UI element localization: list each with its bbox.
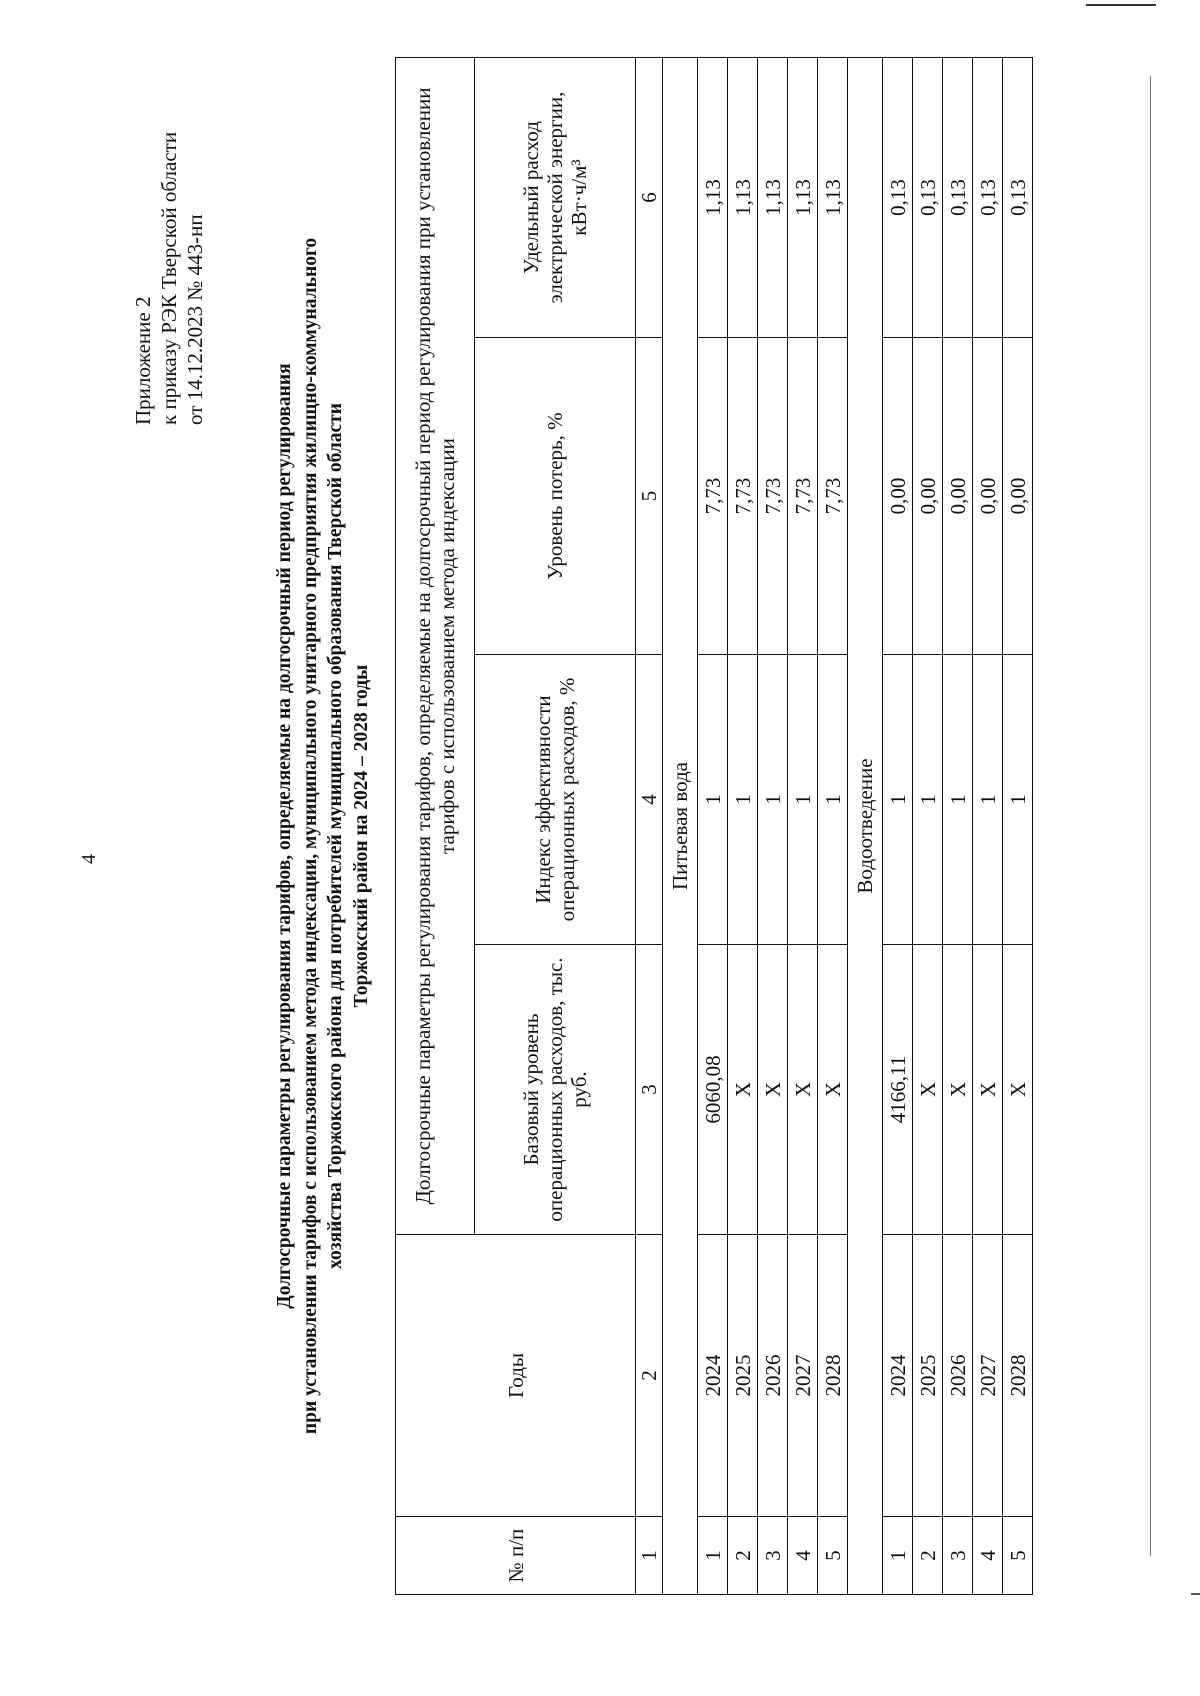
- header-loss-level: Уровень потерь, %: [475, 338, 636, 655]
- column-number: 3: [636, 945, 663, 1235]
- table-row: [883, 58, 913, 1595]
- table-cell: Х: [1003, 945, 1033, 1235]
- table-cell: 0,00: [883, 338, 913, 655]
- table-cell: 0,13: [1003, 58, 1033, 338]
- header-energy-consumption: Удельный расход электрической энергии, кВт·ч/м³: [475, 58, 636, 338]
- table-cell: Х: [758, 945, 788, 1235]
- appendix-reference: [130, 132, 208, 425]
- column-number: 5: [636, 338, 663, 655]
- table-cell: 2026: [758, 1235, 788, 1517]
- title-line: хозяйства Торжокского района для потребителей муниципального образования Тверской области: [325, 402, 346, 1270]
- table-cell: 0,13: [973, 58, 1003, 338]
- header-base-opex: Базовый уровень операционных расходов, тыс. руб.: [475, 945, 636, 1235]
- appendix-line: Приложение 2: [131, 296, 155, 425]
- tariff-parameters-table: [395, 57, 1033, 1595]
- table-cell: 7,73: [728, 338, 758, 655]
- table-cell: 2026: [943, 1235, 973, 1517]
- appendix-line: к приказу РЭК Тверской области: [157, 131, 181, 425]
- table-cell: 2025: [913, 1235, 943, 1517]
- section-row: [663, 58, 698, 1595]
- scan-mark: [1191, 1593, 1200, 1595]
- header-row: [396, 58, 475, 1595]
- table-cell: 4166,11: [883, 945, 913, 1235]
- header-years: Годы: [396, 1235, 636, 1517]
- column-number: 4: [636, 655, 663, 945]
- table-cell: 4: [788, 1517, 818, 1595]
- table-cell: 1,13: [818, 58, 848, 338]
- table-cell: Х: [818, 945, 848, 1235]
- page-number: 4: [78, 854, 100, 864]
- table-cell: 1: [758, 655, 788, 945]
- table-row: [698, 58, 728, 1595]
- table-cell: 2028: [1003, 1235, 1033, 1517]
- table-row: [1003, 58, 1033, 1595]
- table-cell: 1,13: [728, 58, 758, 338]
- table-row: [973, 58, 1003, 1595]
- table-cell: 2028: [818, 1235, 848, 1517]
- column-number: 2: [636, 1235, 663, 1517]
- table-cell: 7,73: [758, 338, 788, 655]
- table-cell: 1: [698, 655, 728, 945]
- table-cell: 2027: [788, 1235, 818, 1517]
- table-cell: 1: [913, 655, 943, 945]
- table-cell: 1: [698, 1517, 728, 1595]
- table-cell: 2024: [883, 1235, 913, 1517]
- table-cell: 1: [1003, 655, 1033, 945]
- table-cell: 1: [943, 655, 973, 945]
- table-cell: Х: [973, 945, 1003, 1235]
- table-cell: 3: [943, 1517, 973, 1595]
- table-cell: 7,73: [788, 338, 818, 655]
- table-cell: 5: [1003, 1517, 1033, 1595]
- table-cell: 2025: [728, 1235, 758, 1517]
- table-cell: 1,13: [788, 58, 818, 338]
- table-cell: 0,00: [1003, 338, 1033, 655]
- table-cell: Х: [913, 945, 943, 1235]
- table-row: [758, 58, 788, 1595]
- table-cell: 6060,08: [698, 945, 728, 1235]
- table-cell: 1: [788, 655, 818, 945]
- column-number-row: [636, 58, 663, 1595]
- page-divider: [1150, 76, 1151, 1556]
- title-line: Долгосрочные параметры регулирования тарифов, определяемые на долгосрочный период регулирования: [274, 363, 295, 1309]
- table-cell: 2: [728, 1517, 758, 1595]
- table-cell: 0,13: [883, 58, 913, 338]
- column-number: 1: [636, 1517, 663, 1595]
- table-cell: 0,00: [973, 338, 1003, 655]
- table-cell: Х: [728, 945, 758, 1235]
- table-cell: Х: [943, 945, 973, 1235]
- table-cell: 1: [883, 655, 913, 945]
- table-cell: 0,00: [913, 338, 943, 655]
- document-title: [272, 186, 374, 1486]
- header-group: Долгосрочные параметры регулирования тарифов, определяемые на долгосрочный период регулирования при установлении тарифов с использованием метода индексации: [396, 58, 475, 1235]
- table-cell: 2027: [973, 1235, 1003, 1517]
- table-row: [943, 58, 973, 1595]
- table-cell: 1,13: [758, 58, 788, 338]
- table-row: [913, 58, 943, 1595]
- scan-mark: [1086, 4, 1156, 6]
- table-cell: 1: [818, 655, 848, 945]
- table-cell: 0,13: [943, 58, 973, 338]
- title-line: при установлении тарифов с использованием метода индексации, муниципального унитарного предприятия жилищно-коммунального: [299, 237, 321, 1435]
- table-row: [818, 58, 848, 1595]
- table-row: [788, 58, 818, 1595]
- table-cell: 1: [728, 655, 758, 945]
- table-row: [728, 58, 758, 1595]
- table-cell: 2: [913, 1517, 943, 1595]
- column-number: 6: [636, 58, 663, 338]
- table-cell: 5: [818, 1517, 848, 1595]
- table-cell: 0,13: [913, 58, 943, 338]
- table-cell: 7,73: [818, 338, 848, 655]
- table-cell: 1: [973, 655, 1003, 945]
- appendix-line: от 14.12.2023 № 443-нп: [183, 214, 207, 425]
- header-efficiency-index: Индекс эффективности операционных расходов, %: [475, 655, 636, 945]
- section-title: Водоотведение: [848, 58, 883, 1595]
- table-cell: 1,13: [698, 58, 728, 338]
- title-line: Торжокский район на 2024 – 2028 годы: [350, 664, 372, 1008]
- table-cell: 1: [883, 1517, 913, 1595]
- table-cell: 4: [973, 1517, 1003, 1595]
- header-num: № п/п: [396, 1517, 636, 1595]
- table-cell: 7,73: [698, 338, 728, 655]
- section-title: Питьевая вода: [663, 58, 698, 1595]
- table-cell: 0,00: [943, 338, 973, 655]
- table-cell: Х: [788, 945, 818, 1235]
- table-cell: 2024: [698, 1235, 728, 1517]
- section-row: [848, 58, 883, 1595]
- table-cell: 3: [758, 1517, 788, 1595]
